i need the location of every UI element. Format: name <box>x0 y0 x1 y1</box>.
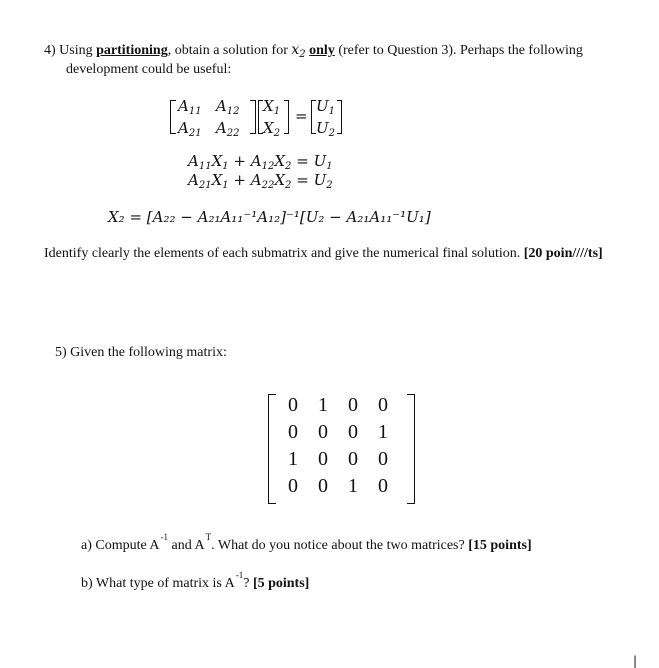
q4-line-2: development could be useful: <box>66 62 232 77</box>
part-b-pre: b) What type of matrix is A <box>81 576 235 591</box>
part-a-post: . What do you notice about the two matrices? <box>211 538 465 553</box>
part-b-post: ? <box>243 576 250 591</box>
part-b-points: [5 points] <box>252 576 310 591</box>
matrix-cell: 1 <box>378 421 388 443</box>
matrix-cell: 0 <box>378 448 388 470</box>
matrix-left-bracket <box>268 394 276 504</box>
q5-part-b <box>81 570 310 592</box>
matrix-cell: 1 <box>348 475 358 497</box>
part-b-sup-inverse: -1 <box>235 570 244 580</box>
matrix-cell: 0 <box>348 448 358 470</box>
part-a-sup-inverse: -1 <box>160 532 169 542</box>
q4-partitioning: partitioning <box>96 43 168 58</box>
u-right-bracket <box>337 100 342 134</box>
margin-mark: | <box>633 654 638 668</box>
matrix-cell: 0 <box>288 394 298 416</box>
a-right-bracket <box>250 100 256 134</box>
q5-heading: 5) Given the following matrix: <box>55 345 227 360</box>
q4-intro-pre: Using <box>59 43 93 58</box>
matrix-cell: 1 <box>288 448 298 470</box>
instruction-text: Identify clearly the elements of each submatrix and give the numerical final solution. <box>44 246 521 261</box>
q4-line-1 <box>44 42 583 60</box>
matrix-cell: 0 <box>378 475 388 497</box>
part-a-and: and A <box>171 538 205 553</box>
q4-intro-post: (refer to Question 3). Perhaps the following <box>338 43 583 58</box>
solution-formula: X₂ = [A₂₂ − A₂₁A₁₁⁻¹A₁₂]⁻¹[U₂ − A₂₁A₁₁⁻¹U₁] <box>108 208 431 226</box>
block-equals: = <box>295 107 308 125</box>
u-vector-cells: $U_1$ $U_2$ <box>316 97 336 139</box>
equation-2: $A_{21}X_1 + A_{22}X_2 = U_2$ <box>188 171 333 191</box>
q5-part-a <box>81 532 532 554</box>
matrix-cell: 0 <box>318 475 328 497</box>
q4-only: only <box>309 43 335 58</box>
matrix-cell: 0 <box>378 394 388 416</box>
q4-intro-mid: , obtain a solution for <box>167 43 288 58</box>
a-matrix-cells: $A_{11}$ $A_{12}$ $A_{21}$ $A_{22}$ <box>178 97 240 139</box>
matrix-right-bracket <box>407 394 415 504</box>
x-vector-cells: $X_1$ $X_2$ <box>263 97 281 139</box>
q4-number: 4) <box>44 43 56 58</box>
equation-1: $A_{11}X_1 + A_{12}X_2 = U_1$ <box>188 152 333 172</box>
matrix-cell: 0 <box>348 421 358 443</box>
matrix-cell: 0 <box>318 448 328 470</box>
matrix-cell: 1 <box>318 394 328 416</box>
part-a-points: [15 points] <box>468 538 532 553</box>
q4-instruction <box>44 246 603 262</box>
part-a-pre: a) Compute A <box>81 538 160 553</box>
q4-points: [20 poin////ts] <box>523 246 603 261</box>
q4-var: $x_2$ <box>291 42 306 60</box>
part-a-sup-transpose: T <box>205 532 212 542</box>
x-right-bracket <box>284 100 289 134</box>
matrix-cell: 0 <box>288 475 298 497</box>
matrix-cell: 0 <box>348 394 358 416</box>
permutation-matrix <box>268 394 416 504</box>
a-left-bracket <box>170 100 176 134</box>
matrix-cell: 0 <box>288 421 298 443</box>
matrix-cell: 0 <box>318 421 328 443</box>
